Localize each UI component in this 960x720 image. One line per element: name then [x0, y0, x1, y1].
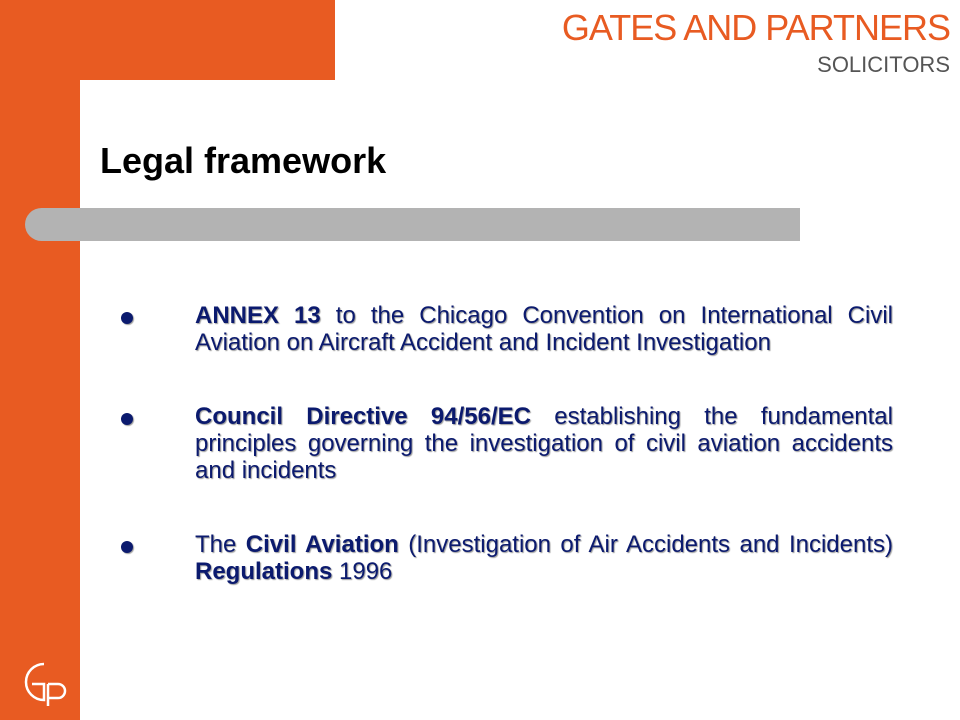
bullet-item-civil-aviation-regulations — [118, 531, 893, 585]
bullet-text: establishing the fundamental principles governing the investigation of civil aviation accidents and incidents — [195, 403, 893, 484]
bullet-bold: Council Directive 94/56/EC — [195, 403, 531, 430]
bullet-bold-2: Regulations — [195, 558, 333, 585]
bullet-bold: Civil Aviation — [245, 531, 399, 558]
bullet-icon — [121, 312, 133, 324]
gp-monogram-icon — [18, 658, 70, 708]
bullet-bold: ANNEX 13 — [195, 302, 321, 329]
bullet-item-annex-13 — [118, 302, 893, 356]
bullet-icon — [121, 541, 133, 553]
title-underline-bar — [25, 208, 800, 241]
orange-side-band — [0, 0, 80, 720]
orange-top-band — [0, 0, 335, 80]
bullet-text-pre: The — [195, 531, 246, 558]
bullet-text-mid: (Investigation of Air Accidents and Incidents) — [398, 531, 893, 558]
slide-title: Legal framework — [100, 140, 387, 181]
company-logo — [561, 7, 950, 77]
bullet-list — [118, 302, 893, 632]
bullet-item-council-directive — [118, 403, 893, 484]
company-subtitle: SOLICITORS — [817, 52, 950, 77]
company-name: GATES AND PARTNERS — [561, 7, 950, 48]
bullet-icon — [121, 413, 133, 425]
bullet-text-post: 1996 — [332, 558, 393, 585]
bullet-text: to the Chicago Convention on International Civil Aviation on Aircraft Accident and Incident Investigation — [195, 302, 893, 356]
